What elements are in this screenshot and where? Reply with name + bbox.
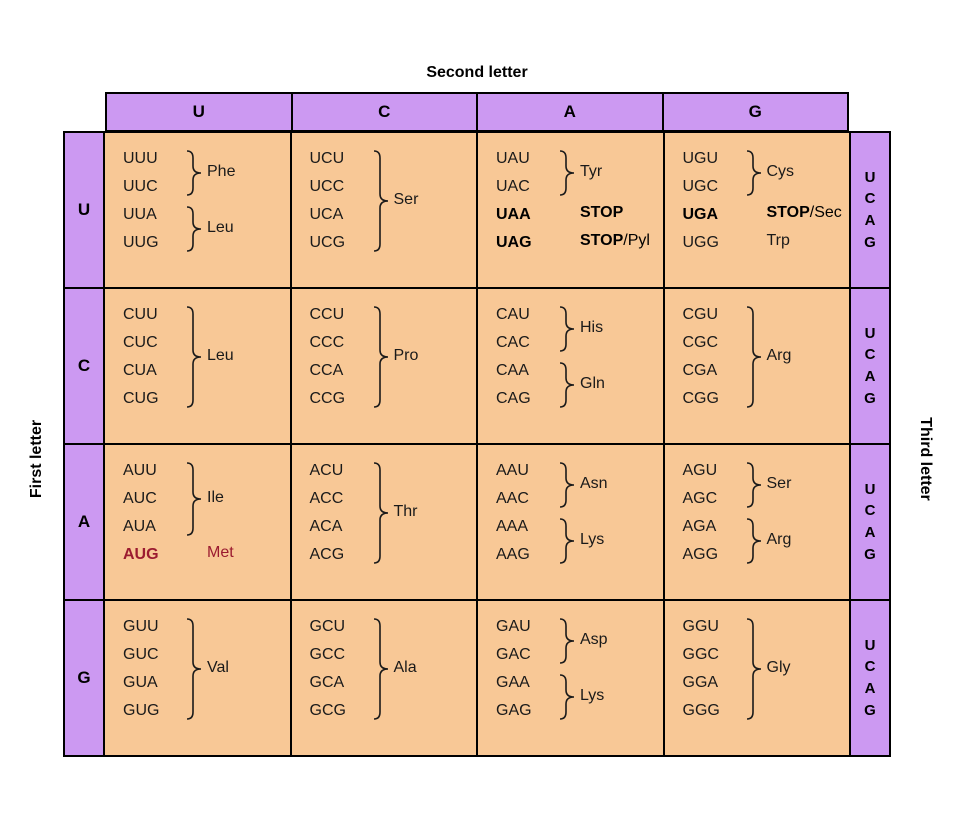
amino-acid-stop-sec [767,204,842,222]
codon-cell-u-g [665,133,850,287]
second-letter-header-u: U [107,94,293,130]
codon-agc: AGC [682,490,718,507]
amino-acid-label: STOP [580,204,624,221]
codon-row-body [105,601,849,755]
codon-list [496,301,663,413]
amino-acid-stop-pyl [580,232,650,250]
codon-row-u [65,133,889,289]
amino-acid-suffix: /Sec [809,204,842,221]
amino-acid-ser: Ser [766,475,792,492]
codon-ugu: UGU [682,150,719,167]
amino-acid-lys: Lys [580,687,605,704]
codon-cgg: CGG [682,390,719,407]
codon-ggu: GGU [682,618,719,635]
codon-aca: ACA [309,518,343,535]
amino-acid-gln: Gln [580,375,605,392]
amino-acid-trp [767,232,790,250]
amino-acid-asn: Asn [580,475,608,492]
codon-cell-g-a [478,601,665,755]
codon-ccg: CCG [309,390,346,407]
amino-acid-label: Met [207,544,234,561]
codon-ggg: GGG [682,702,720,719]
amino-acid-label: STOP [766,204,810,221]
codon-row-c [65,289,889,445]
codon-cell-c-a [478,289,665,443]
codon-aac: AAC [496,490,529,507]
codon-cgc: CGC [682,334,719,351]
first-letter-axis-title: First letter [28,419,45,499]
codon-ugg: UGG [682,234,719,251]
codon-row-body [105,445,849,599]
codon-cua: CUA [123,362,157,379]
amino-acid-val: Val [207,659,229,676]
second-letter-header-row [105,92,849,132]
codon-gag: GAG [496,702,532,719]
first-letter-label-c: C [65,289,105,443]
codon-gua: GUA [123,674,158,691]
third-letter-g: G [864,545,876,563]
codon-uag: UAG [496,234,532,251]
codon-ugc: UGC [682,178,719,195]
third-letter-column [849,133,889,287]
amino-acid-lys: Lys [580,531,605,548]
codon-list [123,145,290,257]
amino-acid-arg: Arg [766,347,792,364]
codon-agg: AGG [682,546,719,563]
codon-list [496,457,663,569]
amino-acid-label: STOP [580,232,624,249]
codon-gcg: GCG [309,702,346,719]
codon-aua: AUA [123,518,156,535]
codon-ccu: CCU [309,306,345,323]
codon-uca: UCA [309,206,344,223]
codon-cell-u-a [478,133,665,287]
codon-cga: CGA [682,362,718,379]
third-letter-g: G [864,389,876,407]
codon-uug: UUG [123,234,159,251]
third-letter-g: G [864,701,876,719]
codon-gga: GGA [682,674,719,691]
amino-acid-stop [580,204,623,222]
codon-cell-a-c [292,445,479,599]
codon-cuu: CUU [123,306,158,323]
codon-row-body [105,133,849,287]
second-letter-header-a: A [478,94,664,130]
amino-acid-leu: Leu [207,219,234,236]
codon-uau: UAU [496,150,530,167]
codon-aaa: AAA [496,518,529,535]
amino-acid-label: Trp [766,232,790,249]
codon-cell-c-c [292,289,479,443]
codon-guc: GUC [123,646,159,663]
codon-ggc: GGC [682,646,719,663]
third-letter-c: C [864,502,876,520]
third-letter-u: U [864,636,876,654]
codon-row-g [65,601,889,755]
third-letter-u: U [864,324,876,342]
codon-uac: UAC [496,178,530,195]
amino-acid-met [207,544,234,562]
codon-uuc: UUC [123,178,158,195]
amino-acid-suffix: /Pyl [623,232,650,249]
codon-cell-u-c [292,133,479,287]
first-letter-label-a: A [65,445,105,599]
third-letter-c: C [864,190,876,208]
codon-cell-c-g [665,289,850,443]
codon-cgu: CGU [682,306,719,323]
codon-guu: GUU [123,618,159,635]
third-letter-a: A [864,368,876,385]
third-letter-a: A [864,524,876,541]
codon-list [683,457,850,569]
amino-acid-arg: Arg [766,531,792,548]
first-letter-label-g: G [65,601,105,755]
codon-gau: GAU [496,618,531,635]
amino-acid-phe: Phe [207,163,236,180]
codon-acc: ACC [309,490,344,507]
codon-uuu: UUU [123,150,158,167]
codon-grid [63,131,891,757]
codon-cac: CAC [496,334,530,351]
codon-cell-u-u [105,133,292,287]
amino-acid-pro: Pro [393,347,419,364]
codon-auc: AUC [123,490,157,507]
codon-cell-a-a [478,445,665,599]
third-letter-a: A [864,212,876,229]
codon-ucg: UCG [309,234,346,251]
amino-acid-tyr: Tyr [580,163,603,180]
codon-ccc: CCC [309,334,345,351]
third-letter-axis-title: Third letter [917,417,934,501]
codon-row-body [105,289,849,443]
amino-acid-ile: Ile [207,489,224,506]
first-letter-label-u: U [65,133,105,287]
codon-gcu: GCU [309,618,346,635]
codon-gaa: GAA [496,674,530,691]
third-letter-g: G [864,233,876,251]
amino-acid-cys: Cys [766,163,795,180]
codon-acu: ACU [309,462,344,479]
codon-aug: AUG [123,546,159,563]
codon-cell-a-g [665,445,850,599]
codon-cau: CAU [496,306,530,323]
second-letter-header-g: G [748,102,762,121]
third-letter-u: U [864,480,876,498]
third-letter-column [849,289,889,443]
amino-acid-thr: Thr [393,503,418,520]
third-letter-c: C [864,346,876,364]
amino-acid-leu: Leu [207,347,234,364]
second-letter-axis-title: Second letter [426,64,528,81]
codon-cuc: CUC [123,334,158,351]
codon-aga: AGA [682,518,717,535]
amino-acid-asp: Asp [580,631,608,648]
codon-caa: CAA [496,362,529,379]
amino-acid-ser: Ser [393,191,419,208]
codon-gcc: GCC [309,646,346,663]
codon-list [496,613,663,725]
codon-uua: UUA [123,206,157,223]
third-letter-column [849,445,889,599]
amino-acid-ala: Ala [393,659,417,676]
codon-auu: AUU [123,462,157,479]
codon-cug: CUG [123,390,159,407]
codon-uga: UGA [682,206,719,223]
second-letter-header-c: C [293,94,479,130]
third-letter-u: U [864,168,876,186]
codon-aag: AAG [496,546,530,563]
codon-uaa: UAA [496,206,531,223]
codon-gac: GAC [496,646,531,663]
third-letter-a: A [864,680,876,697]
codon-agu: AGU [682,462,718,479]
codon-cca: CCA [309,362,344,379]
codon-gug: GUG [123,702,160,719]
amino-acid-his: His [580,319,604,336]
amino-acid-gly: Gly [766,659,791,676]
codon-acg: ACG [309,546,345,563]
codon-gca: GCA [309,674,345,691]
codon-ucc: UCC [309,178,345,195]
codon-cell-g-g [665,601,850,755]
codon-cell-c-u [105,289,292,443]
codon-aau: AAU [496,462,529,479]
codon-ucu: UCU [309,150,345,167]
codon-cell-g-u [105,601,292,755]
codon-cell-a-u [105,445,292,599]
third-letter-c: C [864,658,876,676]
codon-cell-g-c [292,601,479,755]
codon-row-a [65,445,889,601]
codon-cag: CAG [496,390,531,407]
third-letter-column [849,601,889,755]
